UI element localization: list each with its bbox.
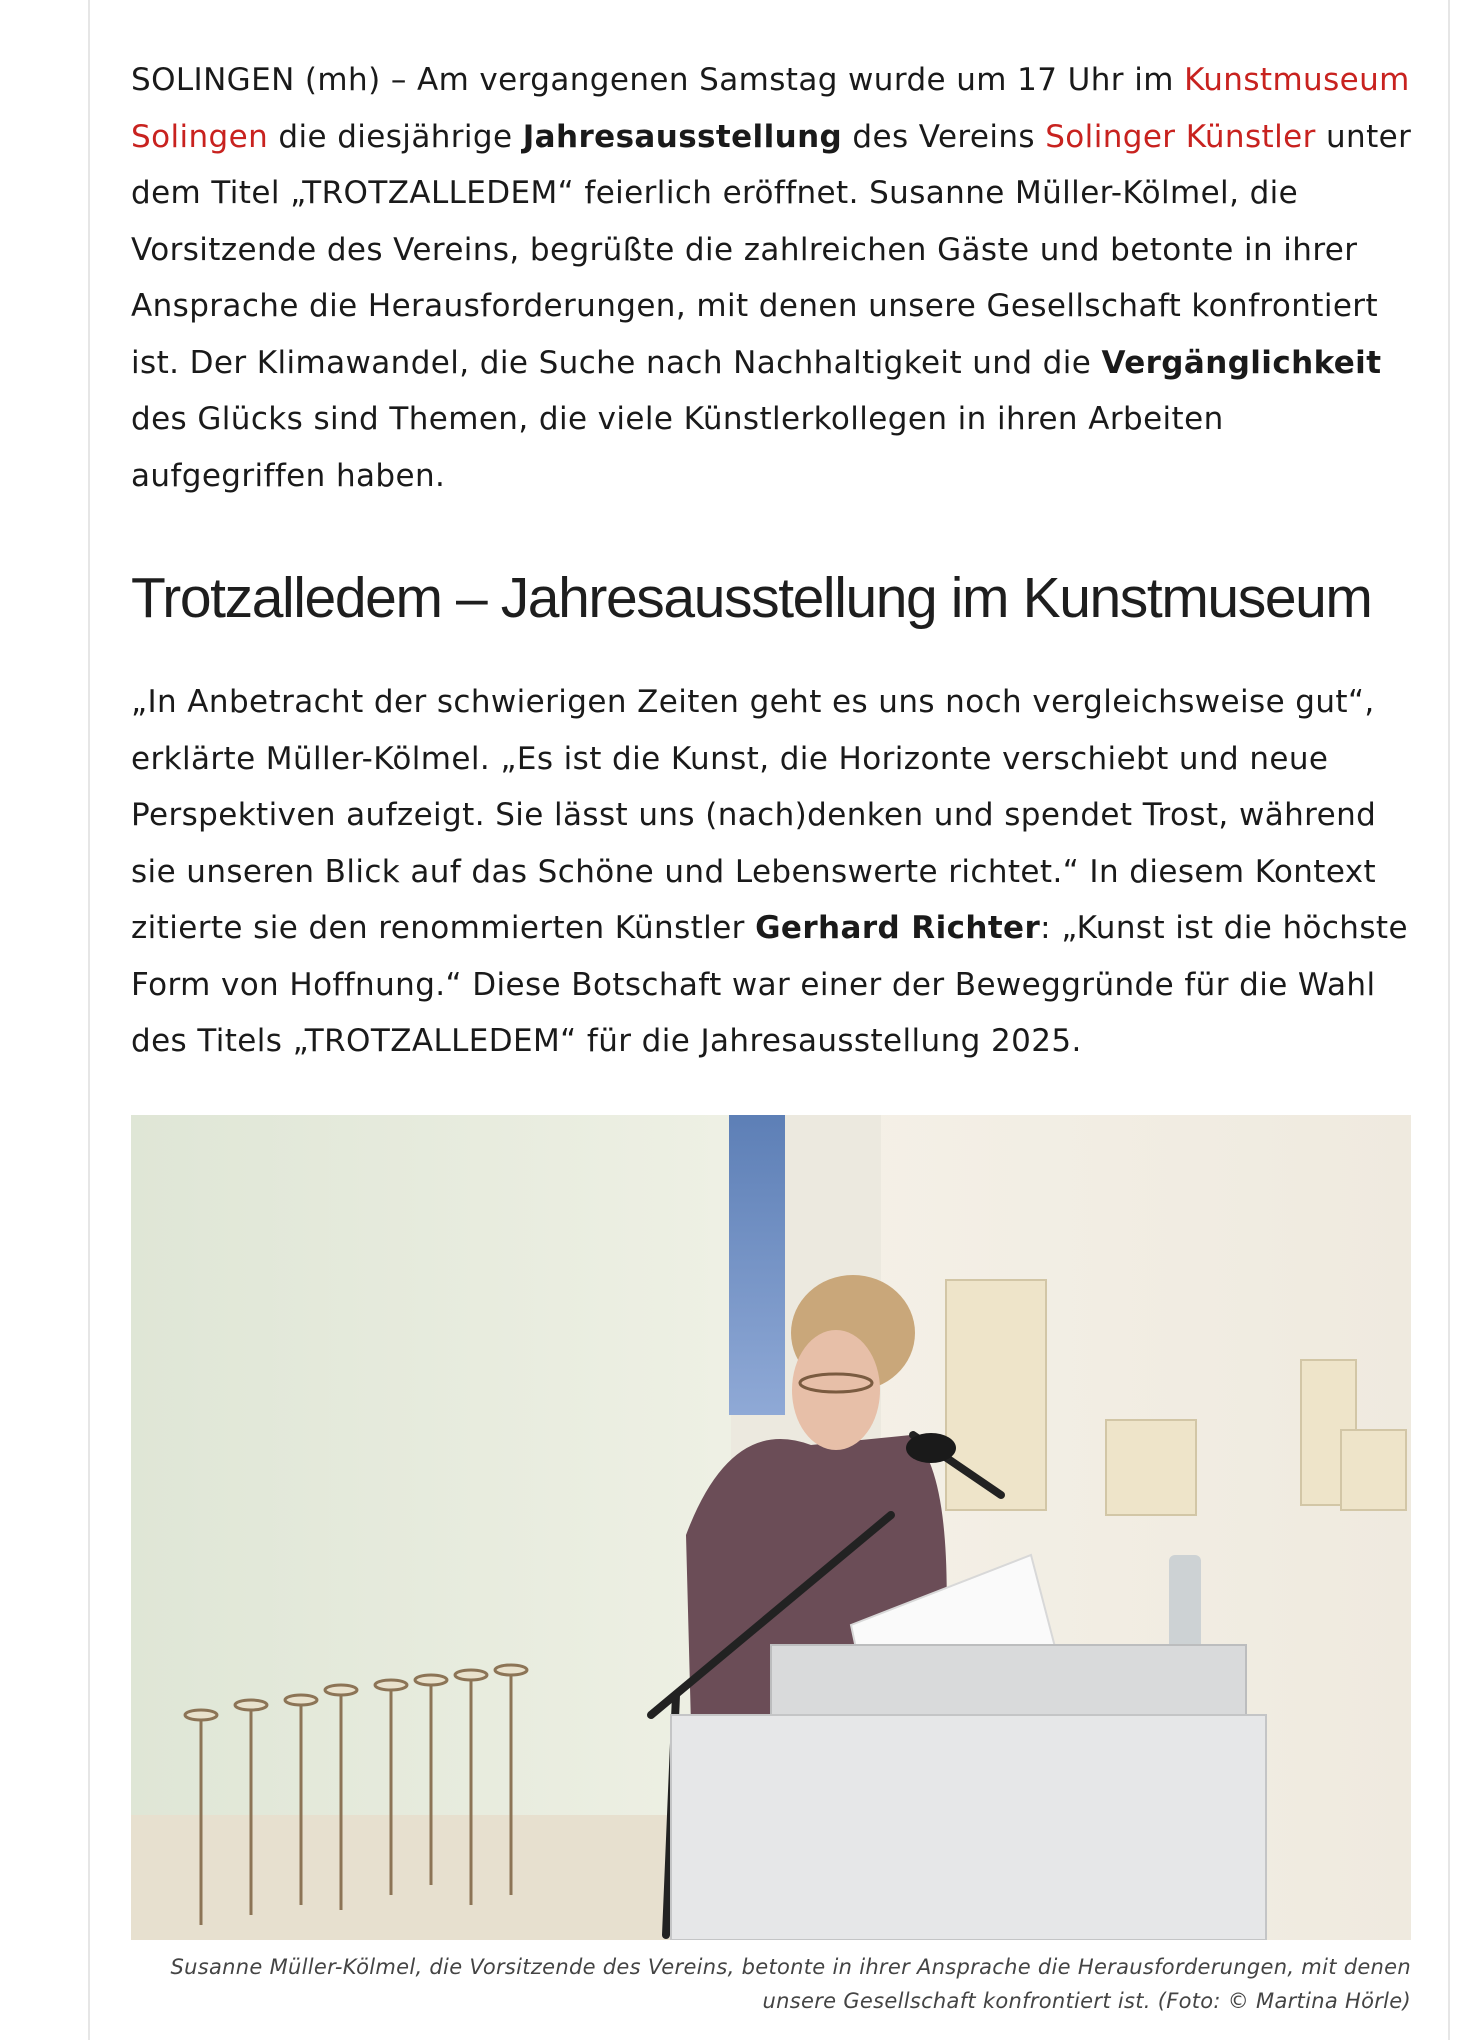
page-frame-left-border <box>88 0 90 2040</box>
article-photo <box>131 1115 1411 1940</box>
quote-bold-gerhard-richter: Gerhard Richter <box>755 910 1041 946</box>
intro-text-4: unter dem Titel „TROTZALLEDEM“ feierlich eröffnet. Susanne Müller-Kölmel, die Vorsitzende des Vereins, begrüßte die zahlreichen Gäste und betonte in ihrer Ansprache die Herausforderungen, mit denen unsere Gesellschaft konfrontiert ist. Der Klimawandel, die Suche nach Nachhaltigkeit und die <box>131 118 1412 381</box>
quote-paragraph <box>131 674 1414 1070</box>
intro-text-5: des Glücks sind Themen, die viele Künstlerkollegen in ihren Arbeiten aufgegriffen haben. <box>131 401 1224 494</box>
intro-bold-jahresausstellung: Jahresausstellung <box>522 118 843 155</box>
quote-text-2: : „Kunst ist die höchste Form von Hoffnung.“ Diese Botschaft war einer der Beweggründe für die Wahl des Titels „TROTZALLEDEM“ für die Jahresausstellung 2025. <box>131 910 1408 1059</box>
photo-caption: Susanne Müller-Kölmel, die Vorsitzende des Vereins, betonte in ihrer Ansprache die Herausforderungen, mit denen unsere Gesellschaft konfrontiert ist. (Foto: © Martina Hörle) <box>170 1955 1411 2013</box>
link-kunstmuseum-solingen[interactable]: Kunstmuseum Solingen <box>131 62 1410 155</box>
link-solinger-kuenstler[interactable]: Solinger Künstler <box>1045 118 1316 155</box>
intro-text-1: SOLINGEN (mh) – Am vergangenen Samstag wurde um 17 Uhr im <box>131 62 1185 98</box>
photo-speaker-at-lectern <box>131 1115 1411 1940</box>
quote-text-1: „In Anbetracht der schwierigen Zeiten geht es uns noch vergleichsweise gut“, erklärte Müller-Kölmel. „Es ist die Kunst, die Horizonte verschiebt und neue Perspektiven aufzeigt. Sie lässt uns (nach)denken und spendet Trost, während sie unseren Blick auf das Schöne und Lebenswerte richtet.“ In diesem Kontext zitierte sie den renommierten Künstler <box>131 684 1377 946</box>
intro-text-2: die diesjährige <box>268 118 523 155</box>
intro-bold-vergaenglichkeit: Vergänglichkeit <box>1101 344 1382 381</box>
intro-text-3: des Vereins <box>842 118 1046 155</box>
article-body <box>131 52 1414 2013</box>
intro-paragraph <box>131 52 1414 504</box>
section-heading: Trotzalledem – Jahresausstellung im Kunstmuseum <box>131 566 1372 630</box>
page-frame-right-border <box>1448 0 1450 2040</box>
